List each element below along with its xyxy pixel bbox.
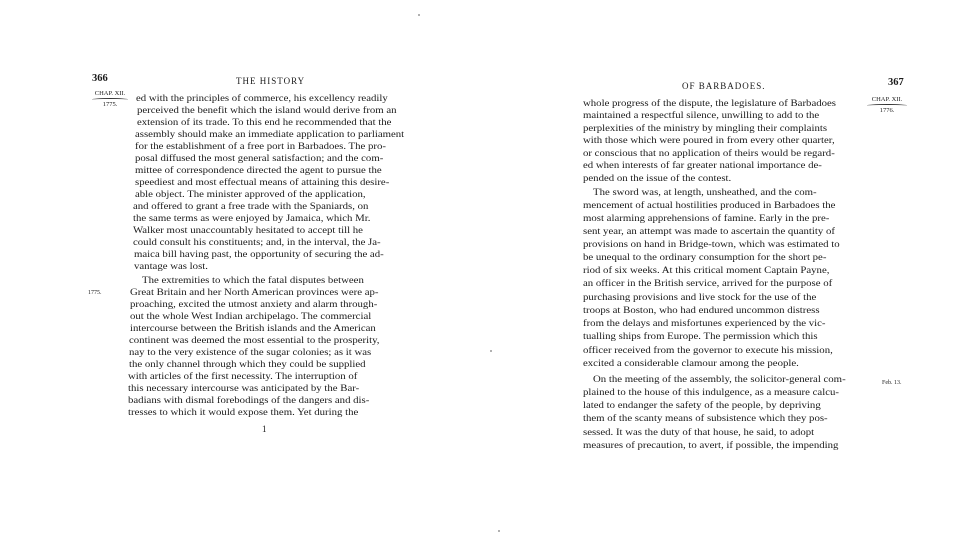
chapter-label: CHAP. XII. (94, 90, 126, 97)
text-line: out the whole West Indian archipelago. The commercial (130, 312, 372, 322)
text-line: sessed. It was the duty of that house, he said, to adopt (583, 428, 815, 438)
right-page (490, 0, 980, 549)
year-label: 1775. (102, 101, 118, 108)
text-line: badians with dismal forebodings of the dangers and dis- (128, 396, 370, 406)
scan-speck (418, 14, 420, 16)
text-line: lated to endanger the safety of the people, by depriving (583, 401, 821, 411)
text-line: On the meeting of the assembly, the solicitor-general com- (593, 375, 846, 385)
text-line: for the establishment of a free port in Barbadoes. The pro- (135, 142, 386, 152)
text-line: able object. The minister approved of the application, (135, 190, 366, 200)
text-line: maica bill having past, the opportunity of securing the ad- (134, 250, 384, 260)
text-line: tresses to which it would expose them. Yet during the (128, 408, 359, 418)
text-line: pended on the issue of the contest. (583, 174, 732, 184)
chapter-label: CHAP. XII. (871, 96, 903, 103)
text-line: posal diffused the most general satisfaction; and the com- (135, 154, 384, 164)
text-line: with articles of the first necessity. The interruption of (128, 372, 358, 382)
text-line: and offered to grant a free trade with the Spaniards, on (133, 202, 369, 212)
text-line: be unequal to the ordinary consumption for the short pe- (583, 253, 827, 263)
text-line: mittee of correspondence directed the agent to pursue the (135, 166, 382, 176)
text-line: measures of precaution, to avert, if possible, the impending (583, 441, 839, 451)
text-line: assembly should make an immediate application to parliament (135, 130, 405, 140)
margin-date: Feb. 13. (882, 380, 902, 386)
text-line: speediest and most effectual means of attaining this desire- (135, 178, 390, 188)
text-line: the only channel through which they could be supplied (129, 360, 366, 370)
text-line: troops at Boston, who had endured uncommon distress (583, 306, 820, 316)
text-line: or conscious that no application of theirs would be regard- (583, 149, 835, 159)
text-line: purchasing provisions and live stock for the use of the (583, 293, 817, 303)
text-line: excited a considerable clamour among the people. (583, 359, 799, 369)
margin-chapter (90, 90, 130, 108)
text-line: The sword was, at length, unsheathed, and the com- (593, 188, 817, 198)
text-line: The extremities to which the fatal disputes between (142, 276, 364, 286)
year-label: 1776. (879, 107, 895, 114)
text-line: Walker most unaccountably hesitated to accept till he (133, 226, 363, 236)
text-line: ed with the principles of commerce, his excellency readily (136, 94, 388, 104)
text-line: whole progress of the dispute, the legislature of Barbadoes (583, 99, 836, 109)
text-line: continent was deemed the most essential to the prosperity, (129, 336, 380, 346)
text-line: with those which were poured in from every other quarter, (583, 136, 835, 146)
text-line: this necessary intercourse was anticipated by the Bar- (128, 384, 360, 394)
text-line: tualling ships from Europe. The permission which this (583, 332, 818, 342)
page-number: 367 (888, 77, 904, 88)
text-line: maintained a respectful silence, unwilling to add to the (583, 111, 820, 121)
text-line: extension of its trade. To this end he recommended that the (137, 118, 392, 128)
scan-speck (498, 530, 500, 532)
text-line: proaching, excited the utmost anxiety and alarm through- (130, 300, 378, 310)
page-number: 366 (92, 73, 108, 84)
text-line: intercourse between the British islands and the American (130, 324, 376, 334)
text-line: officer received from the governor to execute his mission, (583, 346, 833, 356)
margin-year: 1775. (88, 290, 102, 296)
text-line: could consult his constituents; and, in the interval, the Ja- (133, 238, 381, 248)
text-line: vantage was lost. (134, 262, 208, 272)
text-line: provisions on hand in Bridge-town, which was estimated to (583, 240, 840, 250)
text-line: an officer in the British service, arrived for the purpose of (583, 279, 833, 289)
text-line: perceived the benefit which the island would derive from an (137, 106, 397, 116)
text-line: riod of six weeks. At this critical moment Captain Payne, (583, 266, 830, 276)
running-head: THE HISTORY (236, 76, 306, 86)
text-line: the same terms as were enjoyed by Jamaica, which Mr. (133, 214, 371, 224)
text-line: ed when interests of far greater national importance de- (583, 161, 822, 171)
text-line: most alarming apprehensions of famine. Early in the pre- (583, 214, 830, 224)
text-line: perplexities of the ministry by mingling their complaints (583, 124, 828, 134)
text-line: Great Britain and her North American provinces were ap- (130, 288, 379, 298)
scan-speck (490, 350, 492, 352)
text-line: them of the scanty means of subsistence which they pos- (583, 414, 828, 424)
signature-mark: 1 (262, 424, 267, 434)
text-line: from the delays and misfortunes experienced by the vic- (583, 319, 826, 329)
text-line: nay to the very existence of the sugar colonies; as it was (129, 348, 372, 358)
text-line: mencement of actual hostilities produced in Barbadoes the (583, 201, 836, 211)
running-head: OF BARBADOES. (682, 81, 766, 91)
text-line: plained to the house of this indulgence, as a measure calcu- (583, 388, 839, 398)
text-line: sent year, an attempt was made to ascertain the quantity of (583, 227, 835, 237)
margin-chapter (865, 96, 909, 114)
